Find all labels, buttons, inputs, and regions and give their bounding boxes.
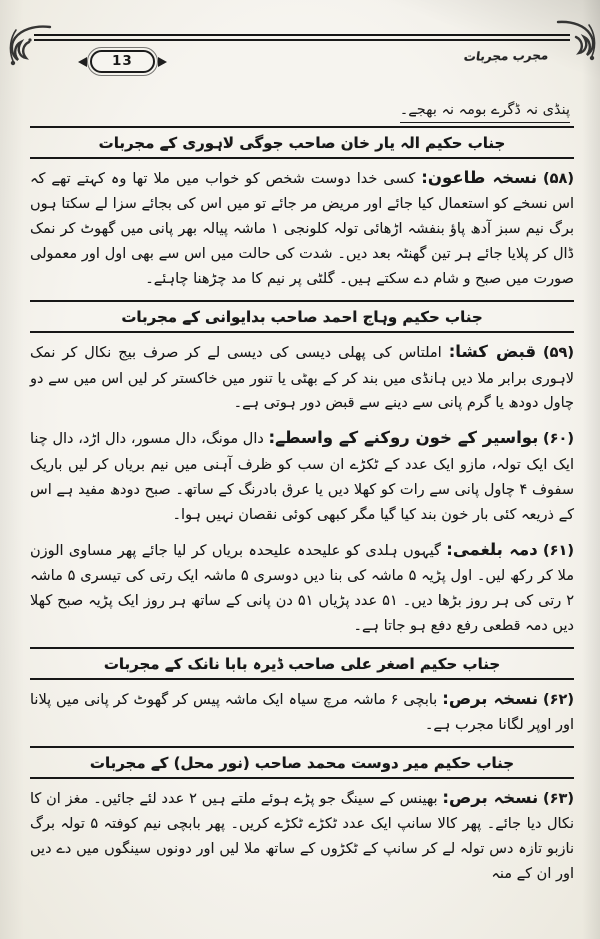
entry-title: قبض کشا: — [448, 342, 537, 362]
opening-continuation-text: پنڈی نہ ڈگرے بومہ نہ بھجے۔ — [400, 102, 570, 123]
remedy-entry — [30, 338, 574, 416]
section-divider — [30, 647, 574, 649]
opening-continuation-line — [30, 102, 570, 118]
floral-corner-ornament-left-icon — [4, 24, 52, 72]
section-heading: جناب حکیم وہاج احمد صاحب بدایوانی کے مجربات — [121, 308, 483, 327]
entry-body: دال مونگ، دال مسور، دال اڑد، دال چنا ایک ایک تولہ، مازو ایک عدد کے ٹکڑے ان سب کو ظرف آہنی میں نیم بریاں کر لیں باریک سفوف ۴ چاول پانی سے رات کو کھلا دیں یا عرق بادرنگ کے ساتھ۔ صبح دودھ مفید ہے اس کے ذریعہ کئی بار خون بند کیا گیا مگر کبھی کوئی نقصان نہیں ہوا۔ — [30, 431, 574, 523]
entry-body: بابچی ۶ ماشہ مرچ سیاہ ایک ماشہ پیس کر گھوٹ کر پانی میں پلانا اور اوپر لگانا مجرب ہے۔ — [30, 691, 574, 734]
section-divider — [30, 157, 574, 159]
entry-number: (۶۱) — [543, 542, 574, 559]
entry-body: گیہوں ہلدی کو علیحدہ علیحدہ بریاں کر لیا جائے پھر مساوی الوزن ملا کر رکھ لیں۔ اول پڑیہ ۵ ماشہ کی بنا دیں دوسری ۵ ماشہ ایک رتی کی تیسری ۵ ماشہ ۲ رتی کی ہر روز بڑھا دیں۔ ۵۱ عدد پڑیاں ۵۱ دن پانی کے ساتھ ہر روز ایک پڑیہ صبح کھلا دیں دمہ قطعی رفع دفع ہو جاتا ہے۔ — [30, 542, 575, 634]
page-header — [30, 34, 574, 92]
remedy-entry — [30, 536, 574, 639]
entry-title: بواسیر کے خون روکنے کے واسطے: — [268, 428, 539, 448]
section-divider — [30, 678, 574, 680]
sections-container — [30, 126, 574, 887]
page-number-cartouche — [78, 50, 167, 73]
entry-number: (۶۳) — [543, 791, 574, 808]
book-title-calligraphy: مجرب مجربات — [462, 48, 549, 64]
entry-number: (۶۰) — [543, 431, 574, 448]
entry-number: (۶۲) — [543, 691, 574, 708]
section-divider — [30, 126, 574, 128]
entry-body: املتاس کی پھلی دیسی کی دیسی لے کر صرف بیج نکال کر نمک لاہوری برابر ملا دیں ہانڈی میں بند کر کے بھٹی یا تنور میں خاکستر کر لیں اس میں سے دو چاول دودھ یا گرم پانی سے دینے سے قبض دور ہوتی ہے۔ — [30, 345, 574, 412]
remedy-entry — [30, 784, 574, 887]
entry-body: کسی خدا دوست شخص کو خواب میں ملا تھا وہ کہتے تھے کہ اس نسخے کو استعمال کیا جائے اور مریض مر جائے تو میں اس کی بجائے سزا لے سکتا ہوں برگ نیم سبز آدھ پاؤ بنفشہ اڑھائی تولہ کلونجی ۱ ماشہ پیالہ بھر پانی میں گھوٹ کر نمک ڈال کر پلایا جائے ہر تین گھنٹہ بعد دیں۔ شدت کی حالت میں اس سے بھی اول اور معمولی صورت میں صبح و شام دے سکتے ہیں۔ گلٹی پر نیم کا مد چڑھنا چاہئے۔ — [30, 171, 574, 288]
entry-title: نسخہ طاعون: — [421, 168, 538, 187]
header-row — [30, 41, 574, 92]
floral-corner-ornament-right-icon — [556, 20, 600, 66]
entry-title: دمہ بلغمی: — [446, 539, 538, 559]
entry-body: بھینس کے سینگ جو پڑے ہوئے ملتے ہیں ۲ عدد لئے جائیں۔ مغز ان کا نکال دیا جائے۔ پھر کالا سانپ ایک عدد ٹکڑے ٹکڑے کریں۔ پھر بابچی نیم کوفتہ ۵ تولہ برگ نازبو تازہ دس تولہ لے کر سانپ کے ٹکڑوں کے ساتھ ملا لیں اور دونوں سینگوں میں دے دیں اور ان کے منہ — [30, 791, 574, 883]
remedy-entry — [30, 164, 574, 292]
header-double-rule — [34, 34, 570, 41]
section-heading: جناب حکیم میر دوست محمد صاحب (نور محل) کے مجربات — [89, 754, 515, 773]
section-heading: جناب حکیم اصغر علی صاحب ڈیرہ بابا نانک کے مجربات — [103, 654, 501, 673]
entry-number: (۵۹) — [543, 345, 575, 362]
section-divider — [30, 746, 574, 748]
entry-number: (۵۸) — [543, 171, 574, 187]
remedy-entry — [30, 424, 574, 527]
section-divider — [30, 331, 574, 333]
entry-title: نسخہ برص: — [442, 788, 539, 808]
remedy-entry — [30, 685, 574, 738]
cartouche-wing-icon — [158, 57, 167, 67]
section-divider — [30, 777, 574, 779]
entry-title: نسخہ برص: — [442, 688, 539, 708]
cartouche-wing-icon — [78, 57, 87, 67]
page-number: 13 — [90, 50, 155, 73]
section-heading: جناب حکیم الہ یار خان صاحب جوگی لاہوری کے مجربات — [98, 134, 506, 152]
section-divider — [30, 300, 574, 302]
